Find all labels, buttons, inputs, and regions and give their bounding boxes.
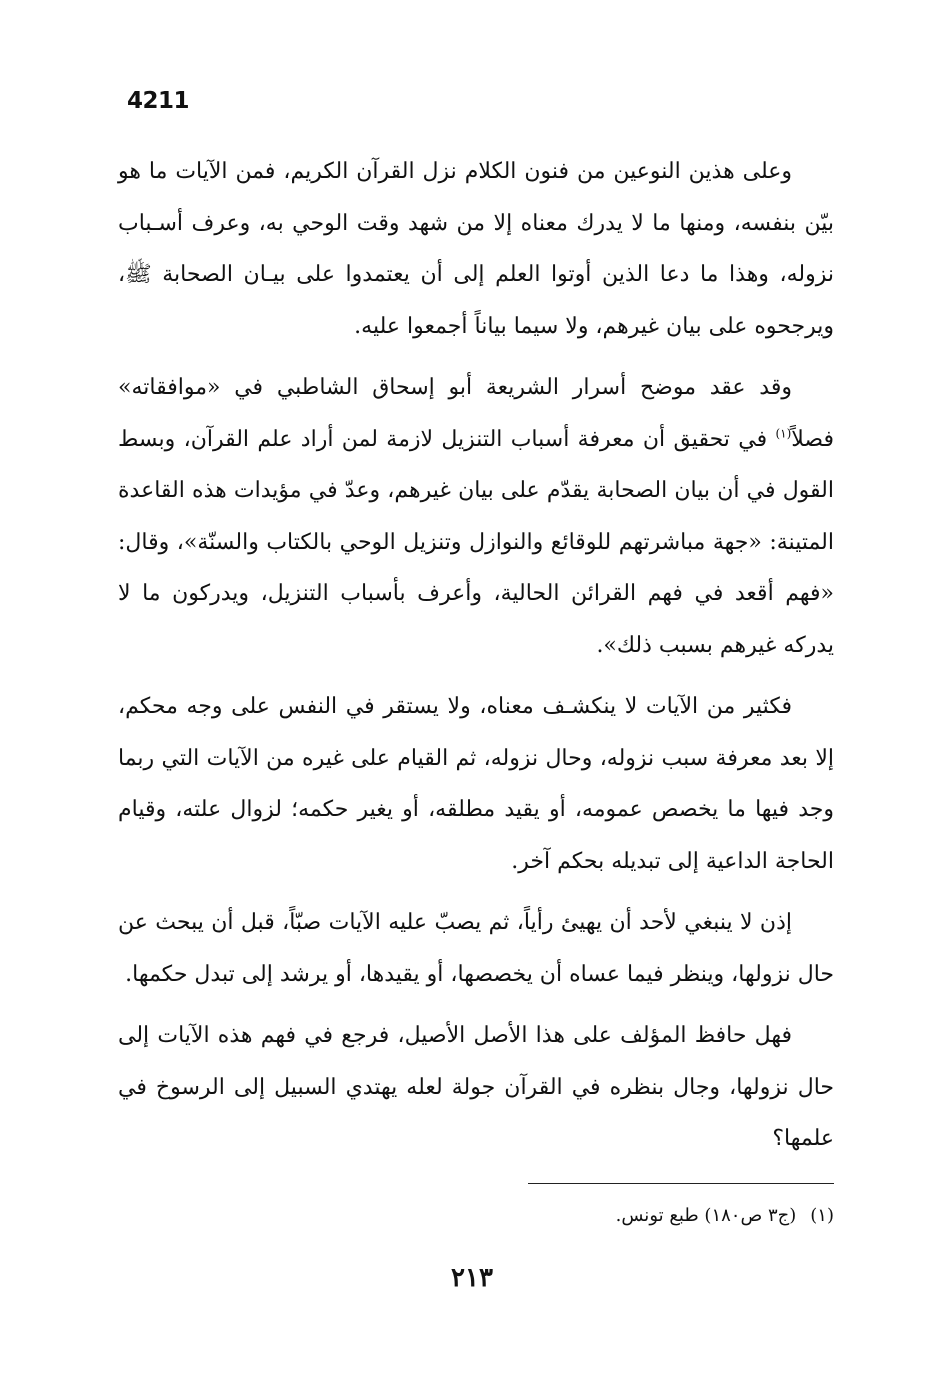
paragraph: فكثير من الآيات لا ينكشـف معناه، ولا يستقر في النفس على وجه محكم، إلا بعد معرفة سبب نزوله، وحال نزوله، ثم القيام على غيره من الآيات التي ربما وجد فيها ما يخصص عمومه، أو يقيد مطلقه، أو يغير حكمه؛ لزوال علته، وقيام الحاجة الداعية إلى تبديله بحكم آخر. bbox=[118, 694, 835, 874]
footnote-text: (ج٣ ص١٨٠) طبع تونس. bbox=[615, 1205, 797, 1226]
bottom-page-number: ٢١٣ bbox=[451, 1263, 493, 1293]
footnote-marker: (١) bbox=[810, 1205, 834, 1226]
footnote-reference[interactable]: (١) bbox=[775, 426, 792, 441]
paragraph bbox=[118, 362, 834, 671]
footnote bbox=[118, 1205, 834, 1226]
body-text bbox=[118, 146, 834, 1165]
paragraph: وعلى هذين النوعين من فنون الكلام نزل القرآن الكريم، فمن الآيات ما هو بيّن بنفسه، ومنها ما لا يدرك معناه إلا من شهد وقت الوحي به، وعرف أسـباب نزوله، وهذا ما دعا الذين أوتوا العلم إلى أن يعتمدوا على بيـان الصحابة ﷺ، ويرجحوه على بيان غيرهم، ولا سيما بياناً أجمعوا عليه. bbox=[118, 159, 834, 339]
paragraph-text-part: في تحقيق أن معرفة أسباب التنزيل لازمة لمن أراد علم القرآن، وبسط القول في أن بيان الصحابة يقدّم على بيان غيرهم، وعدّ في مؤيدات هذه القاعدة المتينة: «جهة مباشرتهم للوقائع والنوازل وتنزيل الوحي بالكتاب والسنّة»، وقال: «فهم أقعد في فهم القرائن الحالية، وأعرف بأسباب التنزيل، ويدركون ما لا يدركه غيرهم بسبب ذلك». bbox=[118, 426, 834, 658]
paragraph: إذن لا ينبغي لأحد أن يهيئ رأياً، ثم يصبّ عليه الآيات صبّاً، قبل أن يبحث عن حال نزولها، وينظر فيما عساه أن يخصصها، أو يقيدها، أو يرشد إلى تبدل حكمها. bbox=[118, 910, 834, 987]
footnote-separator bbox=[528, 1183, 834, 1184]
paragraph: فهل حافظ المؤلف على هذا الأصل الأصيل، فرجع في فهم هذه الآيات إلى حال نزولها، وجال بنظره في القرآن جولة لعله يهتدي السبيل إلى الرسوخ في علمها؟ bbox=[118, 1023, 834, 1151]
paragraph-text-part: وقد عقد موضح أسرار الشريعة أبو إسحاق الشاطبي في «موافقاته» فصلاً bbox=[118, 375, 834, 452]
top-page-number: 4211 bbox=[127, 88, 190, 114]
